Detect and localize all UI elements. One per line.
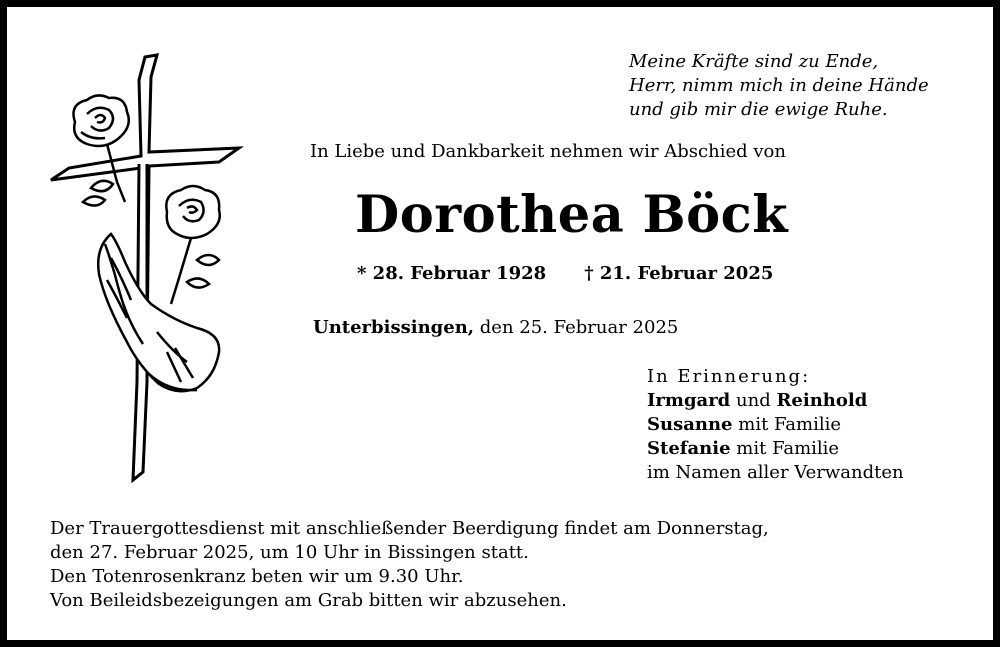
verse-line: und gib mir die ewige Ruhe. [629, 99, 888, 120]
verse-line: Meine Kräfte sind zu Ende, [629, 51, 879, 72]
rose-icon [166, 186, 220, 304]
notice-line: den 27. Februar 2025, um 10 Uhr in Bissingen statt. [50, 542, 529, 563]
death-date: † 21. Februar 2025 [584, 263, 774, 284]
mourner-suffix: mit Familie [738, 414, 842, 435]
verse-quote [629, 50, 929, 122]
verse-line: Herr, nimm mich in deine Hände [629, 75, 929, 96]
mourner-name: Susanne [647, 414, 733, 435]
deceased-name: Dorothea Böck [355, 185, 789, 245]
life-dates [357, 263, 773, 284]
memory-heading: In Erinnerung: [647, 366, 811, 387]
mourner-name: Stefanie [647, 438, 731, 459]
mourner-name: Reinhold [776, 390, 868, 411]
mourners-block [647, 365, 904, 485]
mourner-suffix: mit Familie [736, 438, 840, 459]
mourner-name: Irmgard [647, 390, 731, 411]
birth-date: * 28. Februar 1928 [357, 263, 547, 284]
notice-line: Den Totenrosenkranz beten wir um 9.30 Uhr. [50, 566, 464, 587]
mourner-connector: und [736, 390, 771, 411]
mourner-row [647, 389, 904, 413]
mourner-closing: im Namen aller Verwandten [647, 462, 904, 483]
place-name: Unterbissingen, [313, 317, 475, 338]
mourner-row [647, 437, 904, 461]
funeral-notice [50, 517, 769, 613]
intro-text: In Liebe und Dankbarkeit nehmen wir Abschied von [310, 141, 786, 162]
place-date-line [313, 317, 678, 338]
notice-line: Von Beileidsbezeigungen am Grab bitten wir abzusehen. [50, 590, 567, 611]
mourner-row [647, 413, 904, 437]
rose-icon [74, 95, 129, 205]
cross-roses-hands-emblem [47, 52, 247, 484]
notice-date: den 25. Februar 2025 [479, 317, 679, 338]
notice-line: Der Trauergottesdienst mit anschließender Beerdigung findet am Donnerstag, [50, 518, 769, 539]
